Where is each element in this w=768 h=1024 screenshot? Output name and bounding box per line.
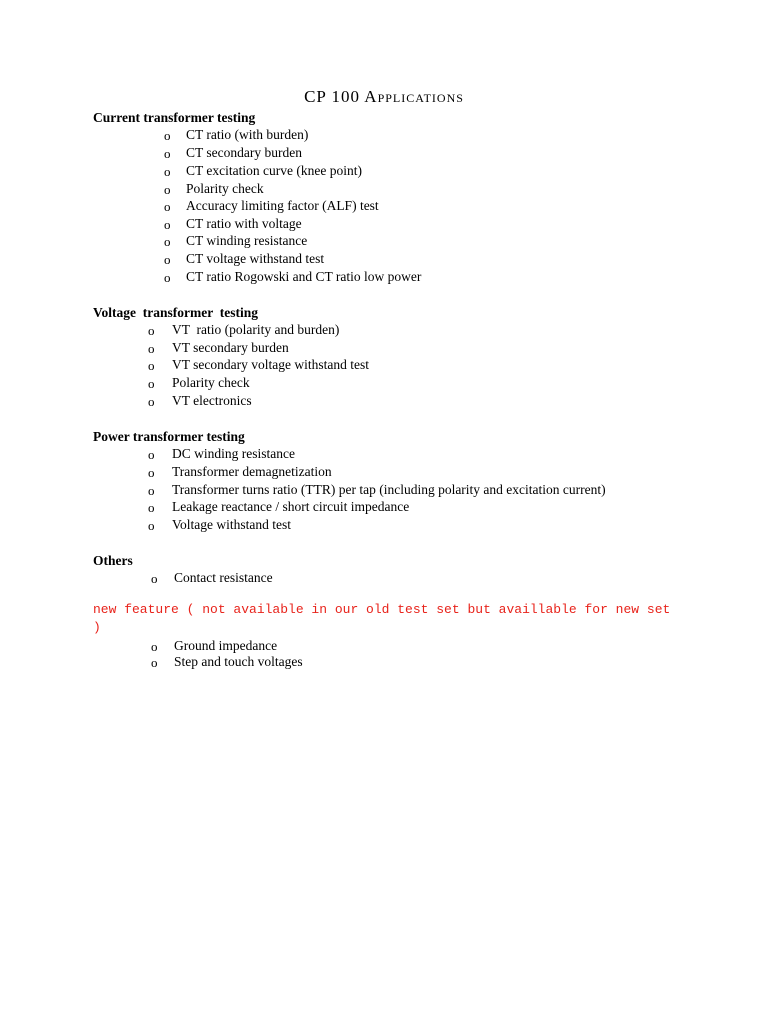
list-item: Polarity check (172, 375, 250, 390)
list-item: CT winding resistance (186, 233, 308, 248)
new-feature-note: new feature ( not available in our old test set but availlable for new set ) (93, 602, 671, 635)
list-item: Transformer demagnetization (172, 464, 332, 479)
list-bullet: o (164, 182, 171, 197)
list-bullet: o (148, 465, 155, 480)
list-bullet: o (164, 146, 171, 161)
list-bullet: o (151, 571, 158, 586)
list-item: Step and touch voltages (174, 654, 303, 669)
list-bullet: o (148, 341, 155, 356)
list-item: Voltage withstand test (172, 517, 291, 532)
list-item: Transformer turns ratio (TTR) per tap (including polarity and excitation current) (172, 482, 606, 497)
list-item: Accuracy limiting factor (ALF) test (186, 198, 379, 213)
list-bullet: o (148, 518, 155, 533)
list-item: CT secondary burden (186, 145, 302, 160)
section-heading-voltage: Voltage transformer testing (93, 305, 258, 320)
list-bullet: o (148, 394, 155, 409)
list-bullet: o (148, 358, 155, 373)
list-bullet: o (148, 323, 155, 338)
list-item: CT ratio with voltage (186, 216, 302, 231)
list-item: Polarity check (186, 181, 264, 196)
list-bullet: o (164, 128, 171, 143)
list-bullet: o (164, 217, 171, 232)
section-heading-others: Others (93, 553, 133, 568)
list-bullet: o (164, 164, 171, 179)
list-item: CT ratio (with burden) (186, 127, 309, 142)
list-item: CT ratio Rogowski and CT ratio low power (186, 269, 422, 284)
list-bullet: o (148, 483, 155, 498)
list-item: CT voltage withstand test (186, 251, 325, 266)
page-title: CP 100 Applications (304, 87, 464, 106)
list-bullet: o (164, 234, 171, 249)
list-bullet: o (148, 500, 155, 515)
list-item: DC winding resistance (172, 446, 295, 461)
list-item: VT ratio (polarity and burden) (172, 322, 340, 337)
list-bullet: o (151, 655, 158, 670)
list-item: Ground impedance (174, 638, 278, 653)
list-bullet: o (164, 252, 171, 267)
list-bullet: o (151, 639, 158, 654)
list-item: VT secondary voltage withstand test (172, 357, 369, 372)
list-item: VT secondary burden (172, 340, 289, 355)
list-bullet: o (164, 270, 171, 285)
list-bullet: o (148, 447, 155, 462)
section-heading-current: Current transformer testing (93, 110, 256, 125)
list-item: Contact resistance (174, 570, 273, 585)
list-item: CT excitation curve (knee point) (186, 163, 362, 178)
list-item: Leakage reactance / short circuit impedance (172, 499, 410, 514)
list-bullet: o (164, 199, 171, 214)
list-item: VT electronics (172, 393, 252, 408)
list-bullet: o (148, 376, 155, 391)
section-heading-power: Power transformer testing (93, 429, 245, 444)
